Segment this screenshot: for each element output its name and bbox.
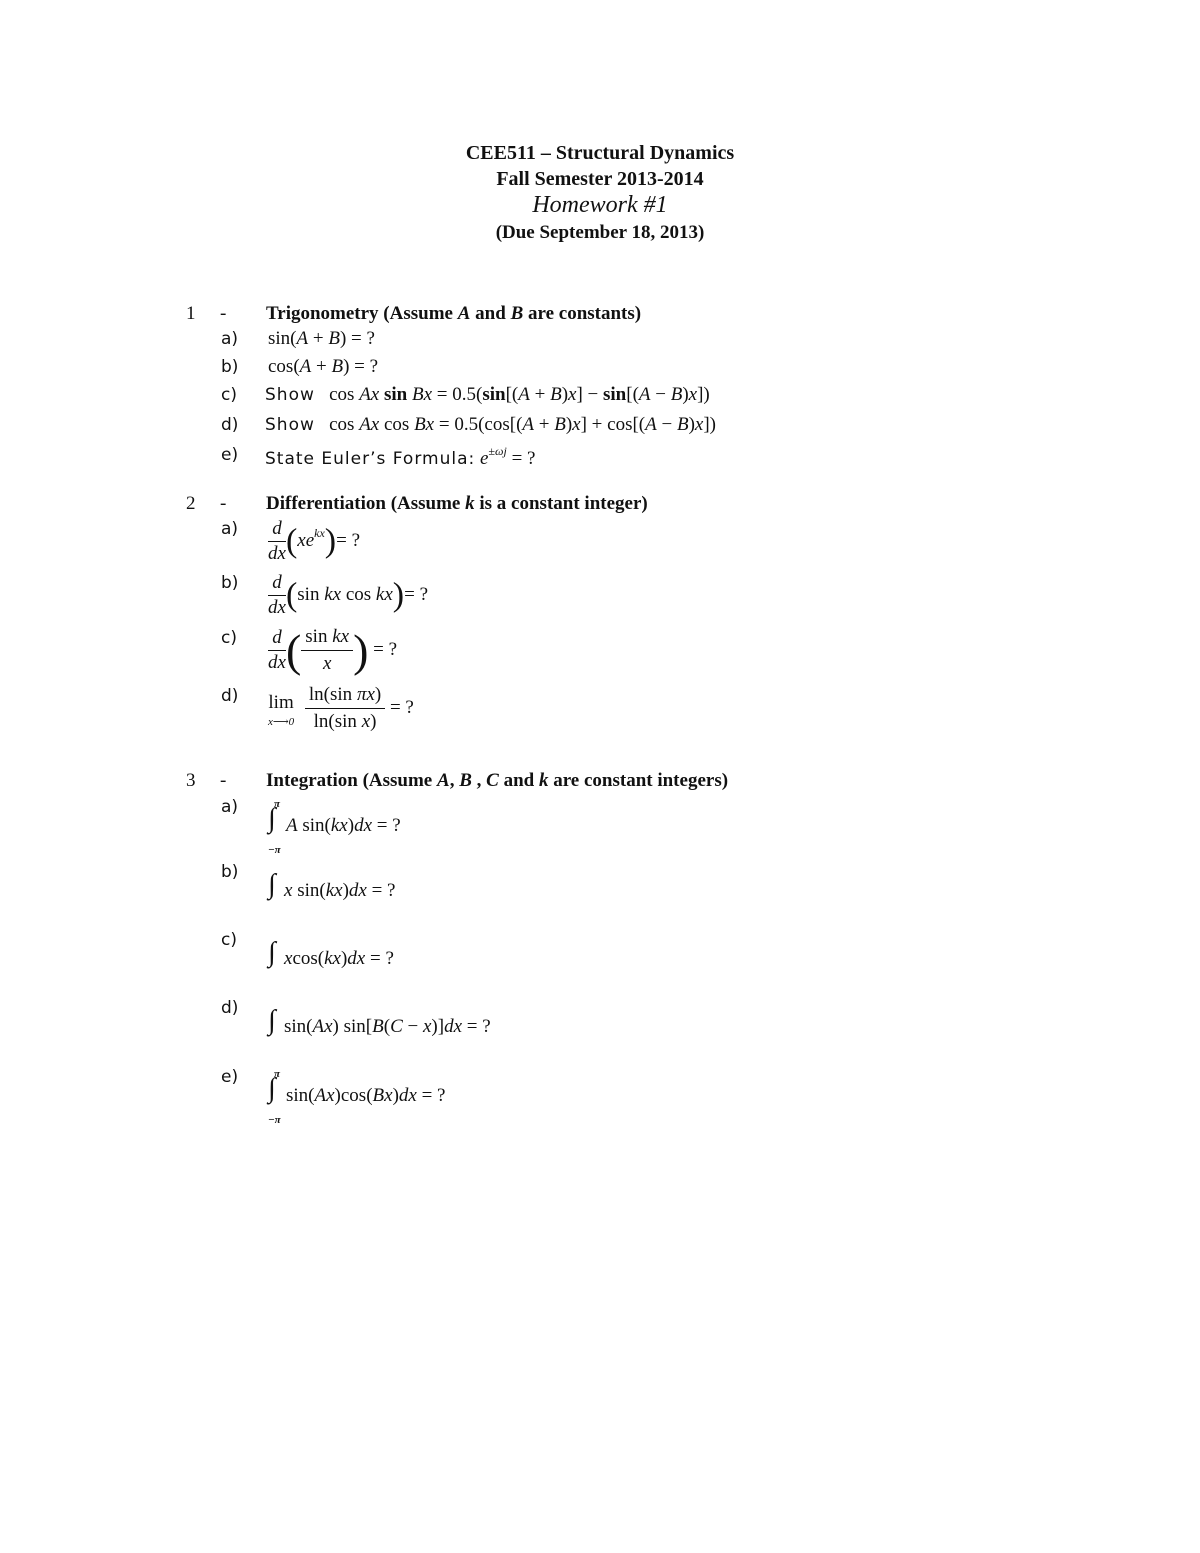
equation: A sin(kx)dx = ? bbox=[286, 815, 401, 836]
equation: $\frac{d}{dx}$ ( $\frac{\text{sin kx}}{x}$ ) = ? bbox=[268, 625, 398, 676]
due-date: (Due September 18, 2013) bbox=[495, 222, 705, 243]
equation: sin(Ax)cos(Bx)dx = ? bbox=[286, 1085, 446, 1106]
item-label: a) bbox=[221, 329, 239, 349]
upper-bound: π bbox=[274, 1068, 281, 1080]
course-title: CEE511 – Structural Dynamics bbox=[465, 142, 735, 164]
item-label: a) bbox=[221, 519, 239, 539]
section-number: 1 bbox=[186, 303, 196, 324]
lower-bound: −π bbox=[268, 844, 281, 856]
section-dash: - bbox=[220, 493, 227, 514]
item-label: c) bbox=[221, 628, 237, 648]
equation: $\frac{d}{dx}$ (sin kx cos kx)= ? bbox=[268, 572, 429, 618]
section-dash: - bbox=[220, 303, 227, 324]
equation: x sin(kx)dx = ? bbox=[284, 880, 396, 901]
integral-sign: ∫ bbox=[268, 1073, 276, 1104]
upper-bound: π bbox=[274, 798, 281, 810]
equation: sin(A + B) = ? bbox=[268, 328, 375, 349]
equation: Show cos Ax sin Bx = 0.5(sin[(A + B)x] − sin[(A − B)x]) bbox=[265, 384, 710, 405]
lower-bound: −π bbox=[268, 1114, 281, 1126]
integral-sign: ∫ bbox=[268, 1005, 276, 1036]
item-label: c) bbox=[221, 385, 237, 405]
integral-sign: ∫ bbox=[268, 937, 276, 968]
section-dash: - bbox=[220, 770, 227, 791]
equation: $\frac{d}{dx}$ $(xe^{kx})=$ ? bbox=[268, 518, 361, 564]
equation: Show cos Ax cos Bx = 0.5(cos[(A + B)x] + cos[(A − B)x]) bbox=[265, 414, 716, 435]
integral-sign: ∫ bbox=[268, 803, 276, 834]
item-label: e) bbox=[221, 445, 239, 465]
section-number: 3 bbox=[186, 770, 196, 791]
section-title: Trigonometry (Assume A and B are constants) bbox=[266, 303, 642, 324]
item-label: e) bbox=[221, 1067, 239, 1087]
item-label: d) bbox=[221, 415, 239, 435]
homework-title: Homework #1 bbox=[532, 192, 668, 218]
equation: lim x⟶0 $\frac{\text{ln(sin πx)}}{\text{ln(sin x)}}$ = ? bbox=[268, 684, 414, 732]
integral-sign: ∫ bbox=[268, 869, 276, 900]
item-label: b) bbox=[221, 862, 239, 882]
semester: Fall Semester 2013-2014 bbox=[496, 168, 704, 190]
item-label: b) bbox=[221, 357, 239, 377]
equation: cos(A + B) = ? bbox=[268, 356, 379, 377]
item-label: d) bbox=[221, 998, 239, 1018]
equation: State Euler’s Formula: $e^{\pm\omega j}$ = ? bbox=[265, 444, 536, 469]
section-title: Differentiation (Assume k is a constant integer) bbox=[266, 493, 648, 514]
section-title: Integration (Assume A, B , C and k are constant integers) bbox=[266, 770, 729, 791]
equation: xcos(kx)dx = ? bbox=[284, 948, 394, 969]
item-label: b) bbox=[221, 573, 239, 593]
item-label: c) bbox=[221, 930, 237, 950]
section-number: 2 bbox=[186, 493, 196, 514]
item-label: a) bbox=[221, 797, 239, 817]
item-label: d) bbox=[221, 686, 239, 706]
equation: sin(Ax) sin[B(C − x)]dx = ? bbox=[284, 1016, 491, 1037]
